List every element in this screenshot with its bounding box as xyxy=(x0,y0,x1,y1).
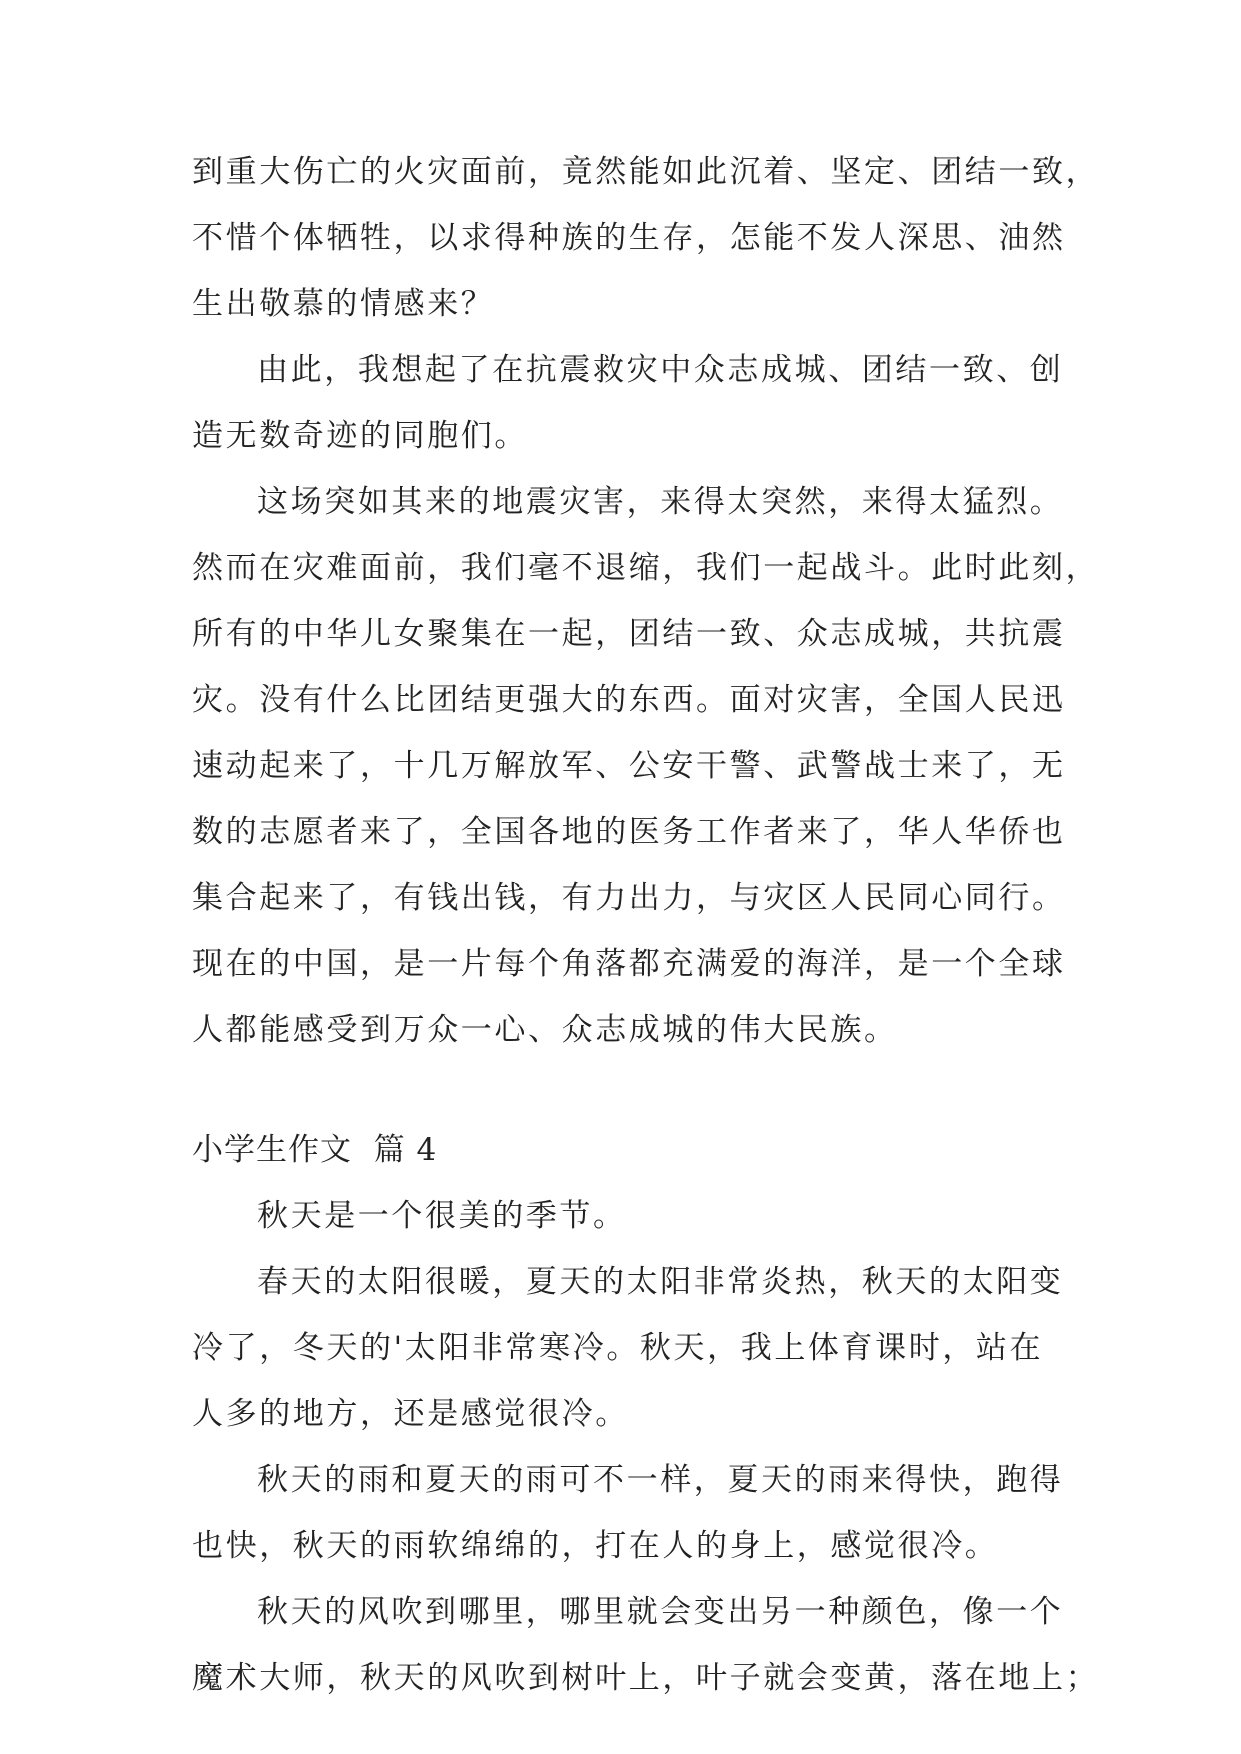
text-line: 魔术大师，秋天的风吹到树叶上，叶子就会变黄，落在地上； xyxy=(192,1660,1100,1696)
paragraph-start-line: 秋天的雨和夏天的雨可不一样，夏天的雨来得快，跑得 xyxy=(257,1462,1064,1498)
text-line: 到重大伤亡的火灾面前，竟然能如此沉着、坚定、团结一致， xyxy=(192,154,1100,190)
text-line: 造无数奇迹的同胞们。 xyxy=(192,418,528,454)
text-line: 灾。没有什么比团结更强大的东西。面对灾害，全国人民迅 xyxy=(192,682,1066,718)
text-line: 生出敬慕的情感来？ xyxy=(192,286,495,322)
paragraph-start-line: 秋天的风吹到哪里，哪里就会变出另一种颜色，像一个 xyxy=(257,1594,1064,1630)
paragraph-start-line: 这场突如其来的地震灾害，来得太突然，来得太猛烈。 xyxy=(257,484,1064,520)
text-line: 冷了，冬天的'太阳非常寒冷。秋天，我上体育课时，站在 xyxy=(192,1330,1044,1366)
paragraph-start-line: 由此，我想起了在抗震救灾中众志成城、团结一致、创 xyxy=(257,352,1064,388)
text-line: 现在的中国，是一片每个角落都充满爱的海洋，是一个全球 xyxy=(192,946,1066,982)
text-line: 速动起来了，十几万解放军、公安干警、武警战士来了，无 xyxy=(192,748,1066,784)
text-line: 所有的中华儿女聚集在一起，团结一致、众志成城，共抗震 xyxy=(192,616,1066,652)
paragraph-start-line: 秋天是一个很美的季节。 xyxy=(257,1198,627,1234)
paragraph-start-line: 春天的太阳很暖，夏天的太阳非常炎热，秋天的太阳变 xyxy=(257,1264,1064,1300)
text-line: 集合起来了，有钱出钱，有力出力，与灾区人民同心同行。 xyxy=(192,880,1066,916)
text-line: 数的志愿者来了，全国各地的医务工作者来了，华人华侨也 xyxy=(192,814,1066,850)
text-line: 不惜个体牺牲，以求得种族的生存，怎能不发人深思、油然 xyxy=(192,220,1066,256)
text-line: 人多的地方，还是感觉很冷。 xyxy=(192,1396,629,1432)
section-heading: 小学生作文 篇 4 xyxy=(192,1132,438,1168)
text-line: 然而在灾难面前，我们毫不退缩，我们一起战斗。此时此刻， xyxy=(192,550,1100,586)
text-line: 人都能感受到万众一心、众志成城的伟大民族。 xyxy=(192,1012,898,1048)
text-line: 也快，秋天的雨软绵绵的，打在人的身上，感觉很冷。 xyxy=(192,1528,999,1564)
